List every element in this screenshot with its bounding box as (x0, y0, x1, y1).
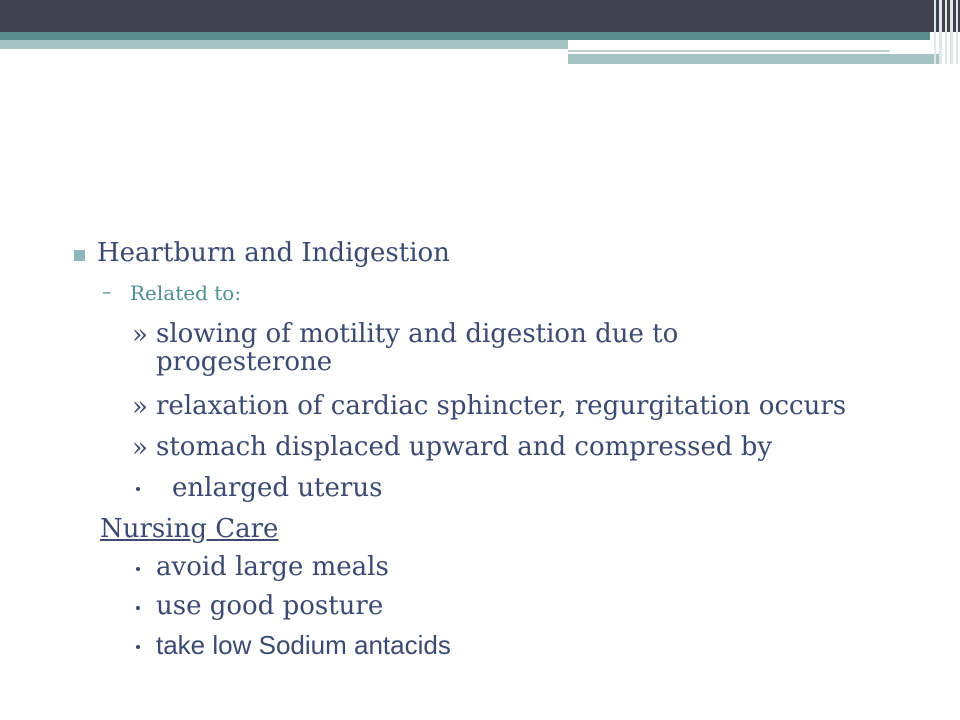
related-item-2: relaxation of cardiac sphincter, regurgitation occurs (156, 391, 847, 421)
nursing-item-1: avoid large meals (156, 552, 389, 582)
related-item-3: stomach displaced upward and compressed by (156, 432, 773, 462)
related-item-1-line2: progesterone (156, 347, 333, 377)
dot-bullet-icon (136, 487, 140, 491)
continuation-item: enlarged uterus (172, 473, 383, 503)
raquo-bullet: » (132, 433, 148, 463)
sub-heading: Related to: (130, 281, 242, 305)
nursing-item-2: use good posture (156, 591, 384, 621)
raquo-bullet: » (132, 392, 148, 422)
dot-bullet-icon (136, 645, 140, 649)
dot-bullet-icon (136, 567, 140, 571)
slide-heading: Heartburn and Indigestion (97, 238, 450, 268)
related-item-1-line1: slowing of motility and digestion due to (156, 319, 679, 349)
dash-bullet: – (102, 281, 112, 303)
nursing-care-title: Nursing Care (100, 514, 279, 544)
nursing-item-3: take low Sodium antacids (156, 630, 451, 660)
raquo-bullet: » (132, 320, 148, 350)
square-bullet-icon (74, 250, 85, 261)
dot-bullet-icon (136, 606, 140, 610)
